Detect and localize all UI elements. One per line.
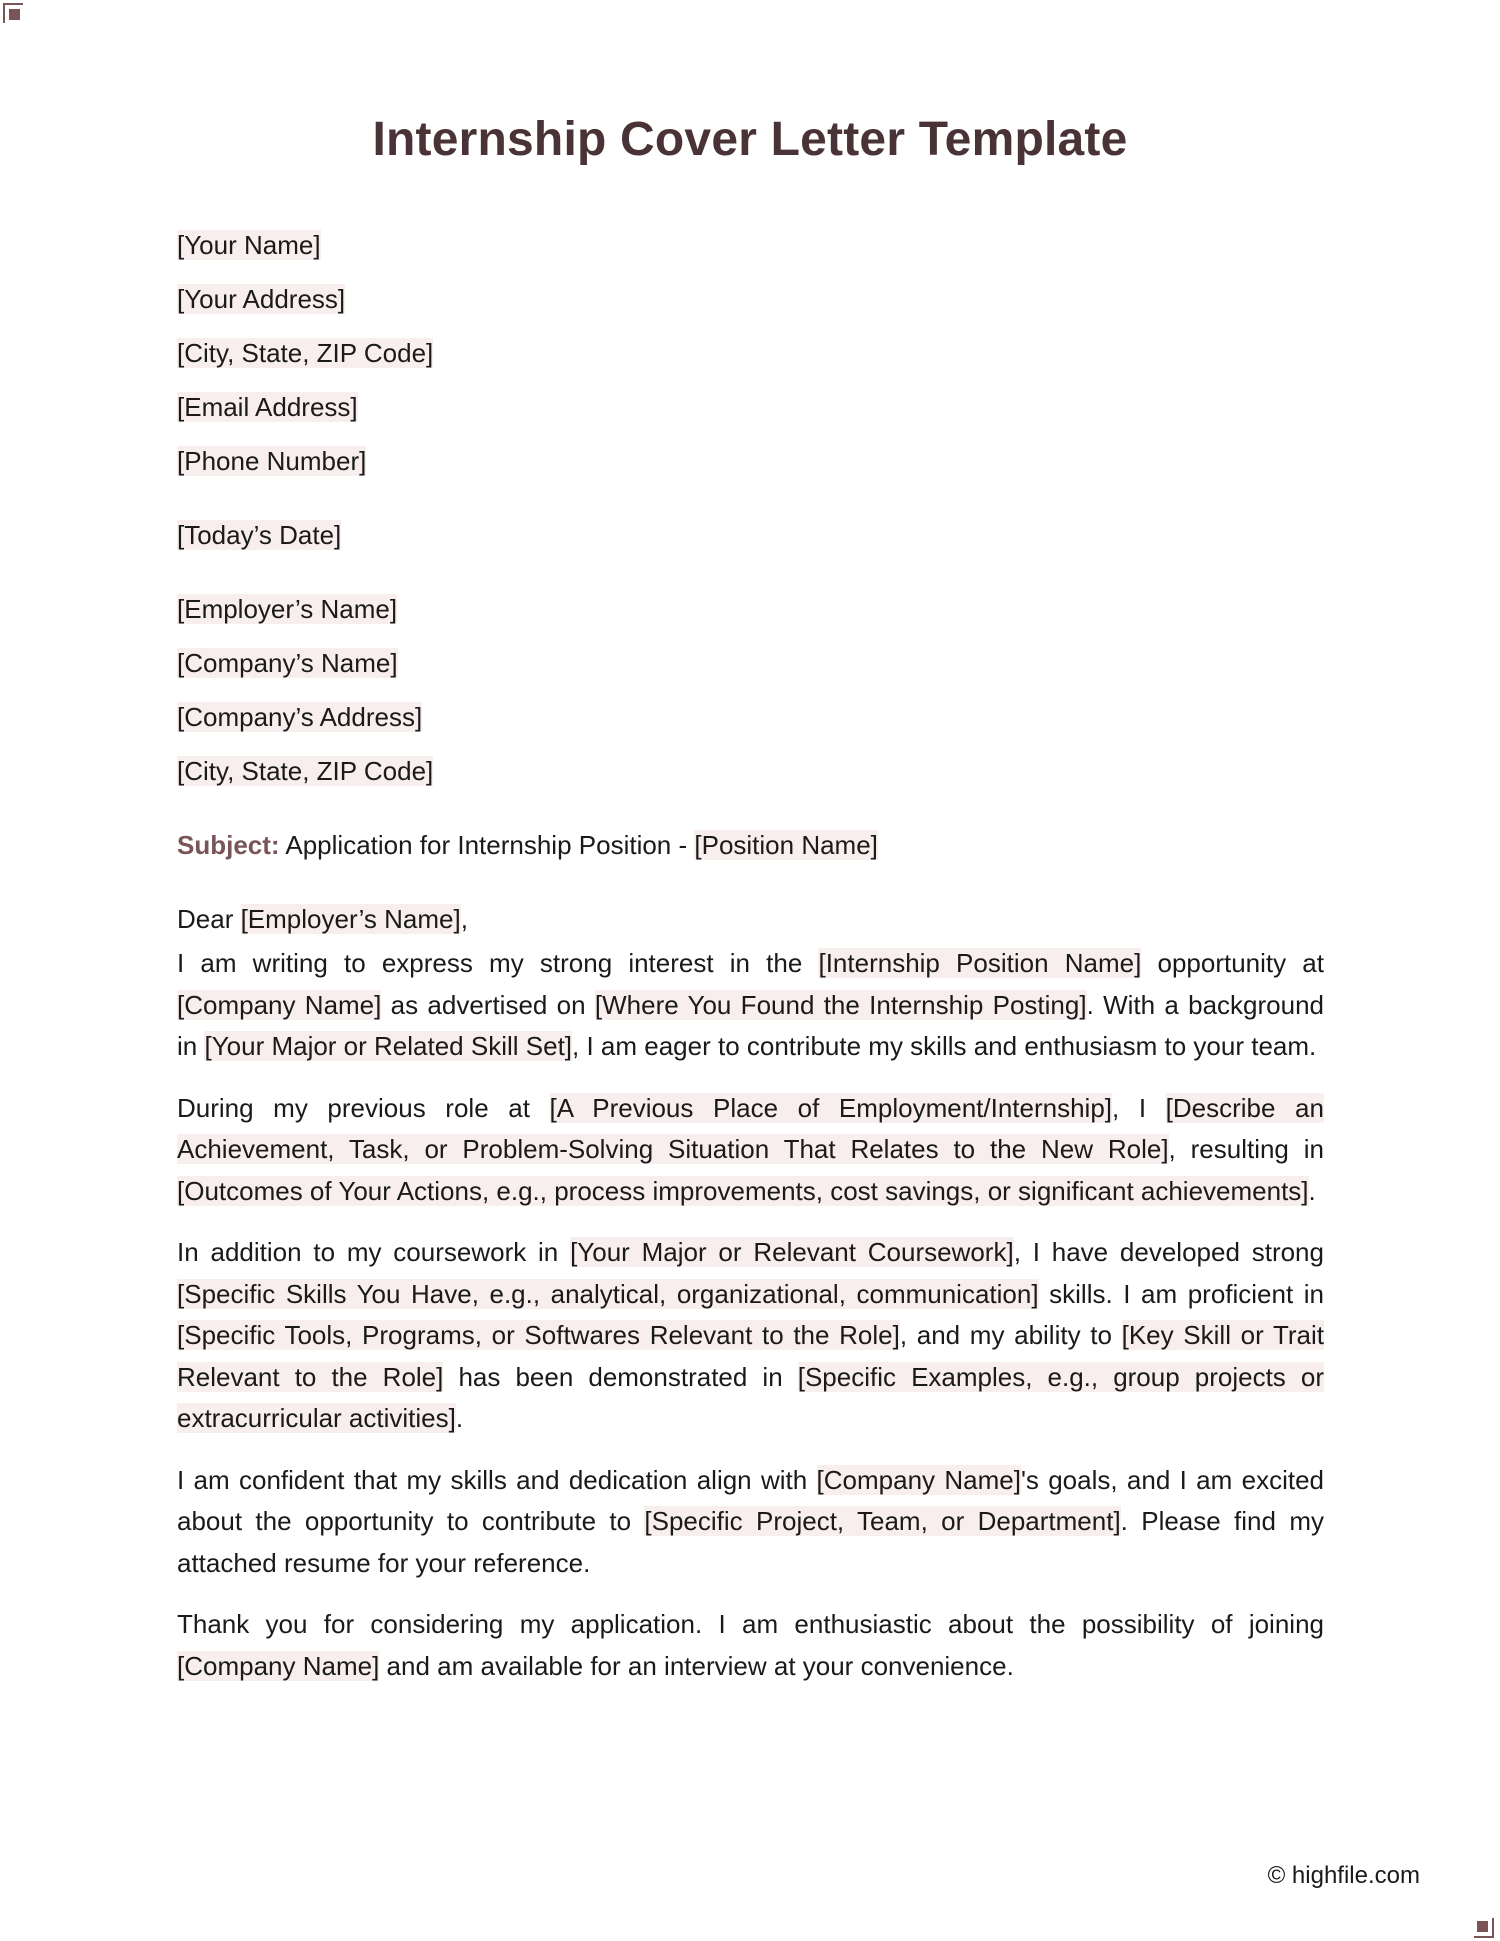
paragraph-text: . Please find my attached resume for your reference. <box>177 1506 1324 1578</box>
subject-text: Application for Internship Position - <box>285 830 695 860</box>
placeholder-text: [Key Skill or Trait Relevant to the Role] <box>177 1320 1324 1392</box>
placeholder-text: [Specific Skills You Have, e.g., analytical, organizational, communication] <box>177 1278 1039 1309</box>
placeholder-text: [Specific Examples, e.g., group projects or extracurricular activities] <box>177 1361 1324 1433</box>
paragraph-text: , and my ability to <box>899 1320 1122 1350</box>
subject-line <box>177 827 1324 863</box>
corner-mark-top-left <box>3 3 23 23</box>
body-paragraph <box>177 1088 1324 1213</box>
placeholder-text: [Your Major or Relevant Coursework] <box>570 1237 1014 1267</box>
paragraph-text: I am confident that my skills and dedication align with <box>177 1464 817 1495</box>
subject-position-placeholder: [Position Name] <box>694 830 878 860</box>
paragraph-text: During my previous role at <box>177 1092 550 1123</box>
sender-email: [Email Address] <box>177 392 358 422</box>
letter-paragraphs <box>177 943 1324 1687</box>
placeholder-text: [Company Name] <box>177 1650 380 1681</box>
body-paragraph <box>177 1604 1324 1687</box>
body-paragraph <box>177 943 1324 1068</box>
placeholder-text: [Where You Found the Internship Posting] <box>594 989 1087 1020</box>
paragraph-text: 's goals, and I am excited about the opportunity to contribute to <box>177 1464 1324 1536</box>
paragraph-text: . <box>455 1403 464 1433</box>
sender-address: [Your Address] <box>177 284 346 314</box>
paragraph-text: opportunity at <box>1141 948 1324 978</box>
recipient-company-address: [Company’s Address] <box>177 702 423 732</box>
placeholder-text: [A Previous Place of Employment/Internship] <box>549 1092 1113 1123</box>
body-paragraph <box>177 1232 1324 1440</box>
salutation-employer-placeholder: [Employer’s Name] <box>240 904 461 934</box>
sender-city-state-zip: [City, State, ZIP Code] <box>177 338 434 368</box>
paragraph-text: skills. I am proficient in <box>1038 1278 1324 1309</box>
letter-body <box>177 227 1324 1707</box>
salutation-prefix: Dear <box>177 904 241 934</box>
paragraph-text: . <box>1308 1175 1316 1206</box>
sender-phone: [Phone Number] <box>177 446 367 476</box>
recipient-city-state-zip: [City, State, ZIP Code] <box>177 756 434 786</box>
subject-label: Subject: <box>177 830 280 860</box>
paragraph-text: . With a background in <box>177 989 1325 1061</box>
paragraph-text: , I am eager to contribute my skills and enthusiasm to your team. <box>572 1031 1317 1061</box>
body-paragraph <box>177 1460 1324 1585</box>
sender-block <box>177 227 1324 479</box>
salutation <box>177 901 1324 937</box>
placeholder-text: [Internship Position Name] <box>818 948 1142 978</box>
salutation-suffix: , <box>460 904 468 934</box>
placeholder-text: [Specific Tools, Programs, or Softwares Relevant to the Role] <box>177 1320 900 1350</box>
placeholder-text: [Company Name] <box>177 989 382 1020</box>
placeholder-text: [Company Name] <box>816 1464 1021 1495</box>
footer-copyright: © highfile.com <box>1267 1862 1420 1889</box>
paragraph-text: as advertised on <box>381 989 595 1020</box>
paragraph-text: , I <box>1112 1092 1166 1123</box>
recipient-employer-name: [Employer’s Name] <box>177 594 398 624</box>
paragraph-text: has been demonstrated in <box>443 1361 798 1392</box>
placeholder-text: [Describe an Achievement, Task, or Problem-Solving Situation That Relates to the New Role] <box>177 1092 1324 1164</box>
paragraph-text: , I have developed strong <box>1013 1237 1324 1267</box>
paragraph-text: Thank you for considering my application. I am enthusiastic about the possibility of joining <box>177 1609 1324 1639</box>
paragraph-text: In addition to my coursework in <box>177 1237 571 1267</box>
letter-date: [Today’s Date] <box>177 520 342 550</box>
recipient-company-name: [Company’s Name] <box>177 648 398 678</box>
paragraph-text: , resulting in <box>1168 1134 1324 1164</box>
recipient-block <box>177 591 1324 789</box>
placeholder-text: [Outcomes of Your Actions, e.g., process improvements, cost savings, or significant achievements] <box>177 1175 1309 1206</box>
document-title: Internship Cover Letter Template <box>372 113 1128 166</box>
corner-mark-bottom-right <box>1474 1918 1494 1938</box>
paragraph-text: and am available for an interview at your convenience. <box>379 1650 1014 1681</box>
placeholder-text: [Specific Project, Team, or Department] <box>644 1506 1121 1536</box>
sender-name: [Your Name] <box>177 230 321 260</box>
placeholder-text: [Your Major or Related Skill Set] <box>204 1031 573 1061</box>
paragraph-text: I am writing to express my strong interest in the <box>177 948 819 978</box>
